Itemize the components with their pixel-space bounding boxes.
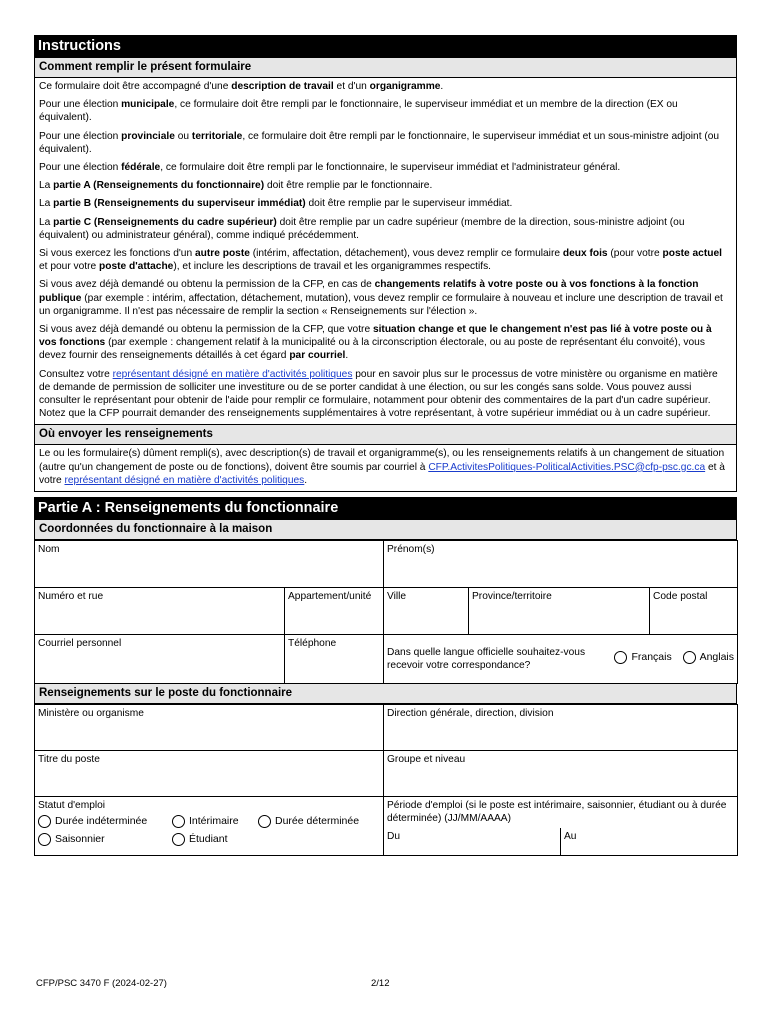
direction-field[interactable]	[384, 705, 738, 751]
group-level-field[interactable]	[384, 751, 738, 797]
instr-p3: Pour une élection provinciale ou territoriale, ce formulaire doit être rempli par le fonctionnaire, le superviseur immédiat et un sous-ministre adjoint (ou équivalent).	[39, 130, 720, 155]
prenom-label: Prénom(s)	[387, 544, 435, 556]
postal-code-label: Code postal	[653, 591, 708, 603]
french-option[interactable]	[614, 651, 671, 664]
send-p: Le ou les formulaire(s) dûment rempli(s), avec description(s) de travail et organigramme(s), ou les renseignements relatifs à un changement de situation (autre qu'un changement de poste ou de fonctions), doivent être soumis par courriel à CFP.ActivitesPolitiques-PoliticalActivities.PSC@cfp-psc.gc.ca et à votre représentant désigné en matière d'activités politiques.	[39, 448, 725, 486]
send-subheader: Où envoyer les renseignements	[34, 425, 737, 445]
instr-p6: La partie B (Renseignements du superviseur immédiat) doit être remplie par le superviseur immédiat.	[39, 198, 513, 210]
group-level-label: Groupe et niveau	[387, 754, 466, 766]
direction-label: Direction générale, direction, division	[387, 708, 554, 720]
instr-p8: Si vous exercez les fonctions d'un autre poste (intérim, affectation, détachement), vous devez remplir ce formulaire deux fois (pour votre poste actuel et pour votre poste d'attache), et inclure les descriptions de travail et les organigrammes respectifs.	[39, 248, 722, 273]
form-identifier: CFP/PSC 3470 F (2024-02-27)	[36, 978, 167, 989]
option-indeterminate[interactable]	[38, 815, 164, 828]
home-contact-subheader: Coordonnées du fonctionnaire à la maison	[34, 520, 737, 540]
prenom-field[interactable]	[384, 541, 738, 588]
option-student[interactable]	[172, 833, 228, 846]
english-label: Anglais	[699, 650, 735, 663]
instr-p5: La partie A (Renseignements du fonctionnaire) doit être remplie par le fonctionnaire.	[39, 180, 433, 192]
employment-status-label: Statut d'emploi	[38, 800, 106, 812]
period-from-label: Du	[387, 831, 401, 843]
employment-status-field	[35, 797, 384, 856]
instr-p10: Si vous avez déjà demandé ou obtenu la permission de la CFP, que votre situation change et que le changement n'est pas lié à votre poste ou à vos fonctions (par exemple : changement relatif à la municipalité ou à la circonscription électorale, ou au poste de représentant élu convoité), vous devez fournir des renseignements détaillés à cet égard par courriel.	[39, 324, 712, 362]
french-radio[interactable]	[614, 651, 627, 664]
student-radio[interactable]	[172, 833, 185, 846]
instr-p4: Pour une élection fédérale, ce formulaire doit être rempli par le fonctionnaire, le superviseur immédiat et l'administrateur général.	[39, 162, 621, 174]
employment-period-field	[384, 797, 738, 856]
seasonal-radio[interactable]	[38, 833, 51, 846]
nom-label: Nom	[38, 544, 60, 556]
email-field[interactable]	[35, 635, 285, 684]
option-seasonal[interactable]	[38, 833, 164, 846]
city-field[interactable]	[384, 588, 469, 635]
designated-representative-link-2[interactable]: représentant désigné en matière d'activités politiques	[64, 474, 305, 486]
how-to-subheader: Comment remplir le présent formulaire	[34, 58, 737, 78]
postal-code-field[interactable]	[650, 588, 738, 635]
phone-label: Téléphone	[288, 638, 337, 650]
apartment-field[interactable]	[285, 588, 384, 635]
job-info-subheader: Renseignements sur le poste du fonctionnaire	[34, 684, 737, 704]
ministry-field[interactable]	[35, 705, 384, 751]
student-label: Étudiant	[189, 833, 228, 846]
option-interim[interactable]	[172, 815, 250, 828]
french-label: Français	[631, 650, 672, 663]
english-option[interactable]	[683, 651, 734, 664]
instr-p2: Pour une élection municipale, ce formulaire doit être rempli par le fonctionnaire, le superviseur immédiat et un membre de la direction (EX ou équivalent).	[39, 99, 678, 124]
term-radio[interactable]	[258, 815, 271, 828]
street-field[interactable]	[35, 588, 285, 635]
part-a-header: Partie A : Renseignements du fonctionnaire	[34, 497, 737, 520]
job-title-label: Titre du poste	[38, 754, 100, 766]
language-field	[384, 635, 738, 684]
language-question: Dans quelle langue officielle souhaitez-vous recevoir votre correspondance?	[387, 647, 586, 672]
period-to-field[interactable]	[561, 828, 579, 855]
instr-p9: Si vous avez déjà demandé ou obtenu la permission de la CFP, en cas de changements relatifs à votre poste ou à vos fonctions à la fonction publique (par exemple : intérim, affectation, détachement, mutation), vous devez remplir ce formulaire à nouveau et inclure une description de travail et un organigramme. Il n'est pas nécessaire de remplir la section « Renseignements sur l'élection ».	[39, 279, 723, 317]
option-term[interactable]	[258, 815, 359, 828]
nom-field[interactable]	[35, 541, 384, 588]
province-field[interactable]	[469, 588, 650, 635]
job-title-field[interactable]	[35, 751, 384, 797]
page-number: 2/12	[371, 978, 390, 989]
indeterminate-radio[interactable]	[38, 815, 51, 828]
form-page	[34, 35, 737, 856]
home-contact-table	[34, 540, 738, 684]
ministry-label: Ministère ou organisme	[38, 708, 144, 720]
designated-representative-link[interactable]: représentant désigné en matière d'activités politiques	[112, 368, 353, 380]
job-info-table	[34, 704, 738, 856]
instructions-body	[34, 78, 737, 425]
instr-p1: Ce formulaire doit être accompagné d'une description de travail et d'un organigramme.	[39, 81, 444, 92]
employment-period-label: Période d'emploi (si le poste est intérimaire, saisonnier, étudiant ou à durée déterminée) (JJ/MM/AAAA)	[387, 800, 727, 825]
email-link[interactable]: CFP.ActivitesPolitiques-PoliticalActivities.PSC@cfp-psc.gc.ca	[428, 461, 706, 473]
interim-radio[interactable]	[172, 815, 185, 828]
province-label: Province/territoire	[472, 591, 552, 603]
instr-p7: La partie C (Renseignements du cadre supérieur) doit être remplie par un cadre supérieur (membre de la direction, sous-ministre adjoint (ou équivalent) ou administrateur général), comme indiqué précédemment.	[39, 216, 685, 241]
instructions-header: Instructions	[34, 35, 737, 58]
term-label: Durée déterminée	[275, 815, 360, 828]
email-label: Courriel personnel	[38, 638, 122, 650]
period-from-field[interactable]	[384, 828, 561, 855]
english-radio[interactable]	[683, 651, 696, 664]
apartment-label: Appartement/unité	[288, 591, 372, 603]
interim-label: Intérimaire	[189, 815, 239, 828]
instr-p11: Consultez votre représentant désigné en matière d'activités politiques pour en savoir plus sur le processus de votre ministère ou organisme en matière de demande de permission de solliciter une investiture ou de se porter candidat à une élection, ou sur les congés sans solde. Vous pouvez aussi consulter le représentant pour obtenir de l'aide pour remplir ce formulaire, notamment pour obtenir des commentaires de la part d'un cadre supérieur. Notez que la CFP pourrait demander des renseignements supplémentaires à votre représentant, à votre supérieur immédiat ou à un cadre supérieur.	[39, 368, 718, 420]
send-body	[34, 445, 737, 492]
city-label: Ville	[387, 591, 407, 603]
phone-field[interactable]	[285, 635, 384, 684]
street-label: Numéro et rue	[38, 591, 104, 603]
indeterminate-label: Durée indéterminée	[55, 815, 148, 828]
period-to-label: Au	[564, 831, 577, 843]
seasonal-label: Saisonnier	[55, 833, 105, 846]
